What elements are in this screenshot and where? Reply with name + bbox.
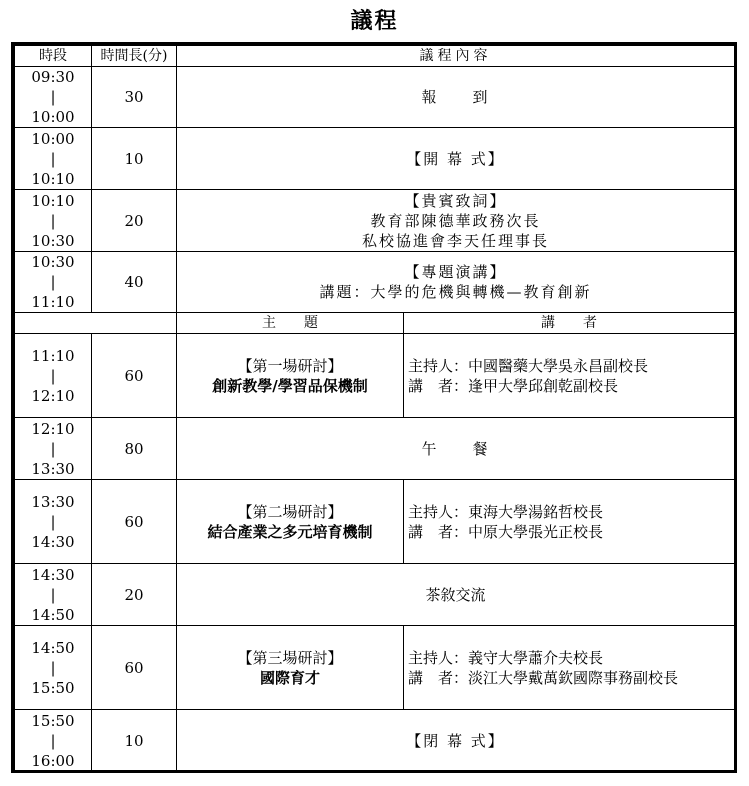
- table-row: [15, 564, 735, 626]
- speaker-cell: [404, 626, 735, 710]
- session-label: 【第一場研討】: [237, 356, 343, 375]
- content-cell: 【閉 幕 式】: [177, 710, 735, 772]
- content-line: 教育部陳德華政務次長: [370, 211, 541, 230]
- time-cell: [15, 710, 92, 772]
- time-separator: |: [50, 88, 56, 106]
- time-separator: |: [50, 211, 56, 230]
- time-separator: |: [50, 658, 56, 677]
- end-time: 16:00: [31, 751, 75, 770]
- duration-cell: 40: [92, 252, 177, 313]
- start-time: 14:30: [31, 565, 75, 584]
- end-time: 10:10: [31, 169, 75, 188]
- speaker-cell: [404, 480, 735, 564]
- speaker-line: 講 者：淡江大學戴萬欽國際事務副校長: [408, 668, 679, 687]
- content-heading: 【專題演講】: [404, 263, 507, 281]
- start-time: 11:10: [31, 346, 75, 365]
- table-row: [15, 480, 735, 564]
- header-duration: 時間長(分): [92, 46, 177, 67]
- host-line: 主持人：中國醫藥大學吳永昌副校長: [408, 356, 649, 375]
- table-row: [15, 67, 735, 128]
- table-row: [15, 190, 735, 252]
- table-row: [15, 626, 735, 710]
- start-time: 09:30: [31, 68, 75, 86]
- agenda-table: [14, 45, 735, 772]
- end-time: 14:30: [31, 532, 75, 551]
- content-cell: 報 到: [177, 67, 735, 128]
- header-content: 議程內容: [177, 46, 735, 67]
- agenda-frame: [11, 42, 737, 773]
- duration-cell: 60: [92, 334, 177, 418]
- content-line: 講題：大學的危機與轉機—教育創新: [319, 283, 592, 301]
- subheader-row: [15, 313, 735, 334]
- time-cell: [15, 334, 92, 418]
- time-cell: [15, 418, 92, 480]
- table-row: [15, 252, 735, 313]
- start-time: 12:10: [31, 419, 75, 438]
- time-cell: [15, 190, 92, 252]
- end-time: 10:30: [31, 231, 75, 250]
- time-cell: [15, 67, 92, 128]
- end-time: 15:50: [31, 678, 75, 697]
- end-time: 12:10: [31, 386, 75, 405]
- time-cell: [15, 626, 92, 710]
- time-separator: |: [50, 439, 56, 458]
- content-cell: [177, 252, 735, 313]
- subheader-blank: [15, 313, 177, 334]
- content-cell: 午 餐: [177, 418, 735, 480]
- session-topic: 創新教學/學習品保機制: [212, 376, 368, 395]
- duration-cell: 30: [92, 67, 177, 128]
- table-row: [15, 710, 735, 772]
- table-header-row: [15, 46, 735, 67]
- start-time: 10:10: [31, 191, 75, 210]
- topic-cell: [177, 480, 404, 564]
- time-separator: |: [50, 512, 56, 531]
- subheader-speaker: 講 者: [404, 313, 735, 334]
- table-row: [15, 334, 735, 418]
- content-cell: 茶敘交流: [177, 564, 735, 626]
- time-cell: [15, 480, 92, 564]
- session-label: 【第三場研討】: [237, 648, 343, 667]
- speaker-line: 講 者：中原大學張光正校長: [408, 522, 604, 541]
- end-time: 14:50: [31, 605, 75, 624]
- start-time: 15:50: [31, 711, 75, 730]
- session-label: 【第二場研討】: [237, 502, 343, 521]
- time-separator: |: [50, 731, 56, 750]
- table-row: [15, 418, 735, 480]
- duration-cell: 20: [92, 190, 177, 252]
- duration-cell: 10: [92, 710, 177, 772]
- start-time: 10:30: [31, 253, 75, 271]
- speaker-line: 講 者：逢甲大學邱創乾副校長: [408, 376, 619, 395]
- duration-cell: 60: [92, 480, 177, 564]
- content-cell: [177, 190, 735, 252]
- session-topic: 結合產業之多元培育機制: [207, 522, 373, 541]
- subheader-topic: 主 題: [177, 313, 404, 334]
- host-line: 主持人：義守大學蕭介夫校長: [408, 648, 604, 667]
- end-time: 11:10: [31, 293, 75, 311]
- time-separator: |: [50, 273, 56, 291]
- content-cell: 【開 幕 式】: [177, 128, 735, 190]
- page-title: 議程: [350, 8, 399, 34]
- start-time: 10:00: [31, 129, 75, 148]
- table-row: [15, 128, 735, 190]
- time-cell: [15, 128, 92, 190]
- duration-cell: 20: [92, 564, 177, 626]
- content-line: 私校協進會李天任理事長: [361, 231, 549, 250]
- time-cell: [15, 252, 92, 313]
- end-time: 10:00: [31, 108, 75, 126]
- content-heading: 【貴賓致詞】: [404, 191, 507, 210]
- header-period: 時段: [15, 46, 92, 67]
- topic-cell: [177, 626, 404, 710]
- start-time: 13:30: [31, 492, 75, 511]
- session-topic: 國際育才: [259, 668, 320, 687]
- start-time: 14:50: [31, 638, 75, 657]
- duration-cell: 60: [92, 626, 177, 710]
- time-separator: |: [50, 366, 56, 385]
- time-separator: |: [50, 585, 56, 604]
- duration-cell: 80: [92, 418, 177, 480]
- speaker-cell: [404, 334, 735, 418]
- time-cell: [15, 564, 92, 626]
- duration-cell: 10: [92, 128, 177, 190]
- host-line: 主持人：東海大學湯銘哲校長: [408, 502, 604, 521]
- end-time: 13:30: [31, 459, 75, 478]
- time-separator: |: [50, 149, 56, 168]
- topic-cell: [177, 334, 404, 418]
